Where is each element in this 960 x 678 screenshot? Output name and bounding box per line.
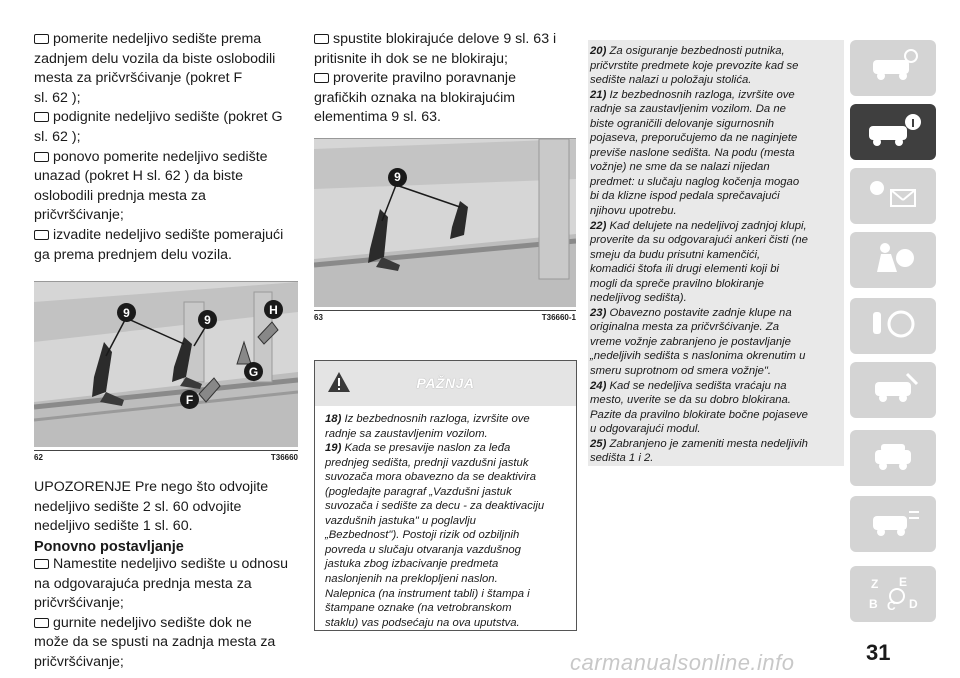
note-line <box>590 88 840 103</box>
callout-G: G <box>244 362 263 381</box>
bullet-line: zadnjem delu vozila da biste oslobodili <box>34 50 276 67</box>
warning-header <box>315 361 576 406</box>
note-line <box>590 160 840 175</box>
note-text: smeru suprotnom od smera vožnje". <box>590 365 772 378</box>
figure-62-caption <box>34 450 298 462</box>
bullet-text: Namestite nedeljivo sedište u odnosu <box>53 555 289 572</box>
checkbox-bullet-icon <box>34 230 49 240</box>
note-line <box>590 248 840 263</box>
bullet-line: pričvršćivanje; <box>34 653 124 670</box>
bullet-line: može da se spusti na zadnja mesta za <box>34 634 276 651</box>
bullet-text: spustite blokirajuće delove 9 sl. 63 i <box>333 31 557 47</box>
note-line <box>325 514 568 529</box>
checkbox-bullet-icon <box>314 73 329 83</box>
note-line <box>325 543 568 558</box>
bullet-line: grafičkih oznaka na blokirajućim <box>314 89 516 106</box>
checkbox-bullet-icon <box>34 34 49 44</box>
bullet-list-reinstall <box>34 555 298 673</box>
sidebar-tab[interactable] <box>850 232 936 288</box>
car-info-icon <box>863 110 923 155</box>
bullet-line: pritisnite ih dok se ne blokiraju; <box>314 50 508 67</box>
checkbox-bullet-icon <box>34 618 49 628</box>
bullet-item <box>314 30 576 69</box>
bullet-list-locking <box>314 30 576 128</box>
note-text: u odgovarajući modul. <box>590 423 701 436</box>
bullet-line: sl. 62 ); <box>34 128 81 145</box>
note-line <box>325 470 568 485</box>
note-line <box>590 262 840 277</box>
note-line <box>325 557 568 572</box>
note-text: (pogledajte paragraf „Vazdušni jastuk <box>325 485 512 498</box>
car-tools-icon <box>863 368 923 413</box>
note-line <box>590 117 840 132</box>
checkbox-bullet-icon <box>34 559 49 569</box>
note-text: nedeljivog sedišta). <box>590 292 687 305</box>
note-text: smeju da budu prisutni kamenčići, <box>590 248 761 261</box>
note-text: pričvrstite predmete koje prevozite kad se <box>590 59 799 72</box>
figure-number: 63 <box>314 312 323 322</box>
note-number: 23) <box>590 306 610 319</box>
checkbox-bullet-icon <box>34 152 49 162</box>
note-line <box>590 146 840 161</box>
column-1 <box>34 30 298 672</box>
bullet-line <box>34 226 298 246</box>
car-front-icon <box>863 436 923 481</box>
note-text: vreme vožnje zabranjeno je postavljanje <box>590 335 791 348</box>
section-heading: Ponovno postavljanje <box>34 538 184 555</box>
checkbox-bullet-icon <box>314 34 329 44</box>
sidebar-tab[interactable] <box>850 430 936 486</box>
figure-code: T36660 <box>270 453 298 463</box>
note-line <box>325 485 568 500</box>
bullet-text: ponovo pomerite nedeljivo sedište <box>53 148 268 165</box>
note-text: bi da klizne ispod pedala sprečavajući <box>590 190 780 203</box>
column-3 <box>590 44 840 466</box>
note-item <box>590 44 840 88</box>
bullet-text: izvadite nedeljivo sedište pomerajući <box>53 226 284 243</box>
note-line <box>325 427 568 442</box>
bullet-item <box>314 69 576 128</box>
note-text: „nedeljivih sedišta s naslonima okrenutim u <box>590 350 806 363</box>
note-line <box>590 320 840 335</box>
note-line <box>590 379 840 394</box>
bullet-text: gurnite nedeljivo sedište dok ne <box>53 614 252 631</box>
checkbox-bullet-icon <box>34 112 49 122</box>
note-number: 18) <box>325 413 345 425</box>
note-item <box>325 412 568 441</box>
note-item <box>590 219 840 306</box>
note-text: „Bezbednost"). Postoji rizik od ozbiljnih <box>325 529 520 542</box>
note-line <box>325 601 568 616</box>
note-line <box>590 451 840 466</box>
bullet-line: na odgovarajuća prednja mesta za <box>34 575 252 592</box>
sidebar-tab[interactable] <box>850 496 936 552</box>
note-line <box>325 456 568 471</box>
bullet-item <box>34 614 298 673</box>
upozorenje-line: UPOZORENJE Pre nego što odvojite <box>34 479 269 496</box>
sidebar-tab[interactable] <box>850 566 936 622</box>
sidebar-tab[interactable] <box>850 168 936 224</box>
upozorenje-line: nedeljivo sedište 1 sl. 60. <box>34 518 193 535</box>
note-item <box>590 437 840 466</box>
note-line <box>590 219 840 234</box>
note-text: staklu) vas podsećaju na ova uputstva. <box>325 616 520 629</box>
bullet-text: proverite pravilno poravnanje <box>333 70 516 87</box>
bullet-line <box>34 555 298 575</box>
bullet-text: podignite nedeljivo sedište (pokret G <box>53 109 283 126</box>
note-text: Kada se presavije naslon za leđa <box>344 442 511 455</box>
svg-text:C: C <box>887 598 896 612</box>
figure-63-caption <box>314 310 576 322</box>
warning-title: PAŽNJA <box>416 375 475 391</box>
sidebar-tab[interactable] <box>850 298 936 354</box>
note-text: prednjeg sedišta, prednji vazdušni jastuk <box>325 456 529 469</box>
note-text: suvozača mora obavezno da se deaktivira <box>325 471 536 484</box>
svg-text:D: D <box>909 596 918 611</box>
note-line <box>590 291 840 306</box>
locking-element-illustration <box>314 139 576 307</box>
car-specs-icon <box>863 502 923 547</box>
note-text: Pazite da pravilno blokirate bočne pojaseve <box>590 408 808 421</box>
bullet-line <box>34 108 298 128</box>
note-text: vazdušnih jastuka" u poglavlju <box>325 514 476 527</box>
bullet-line <box>34 614 298 634</box>
bullet-line: ga prema prednjem delu vozila. <box>34 246 232 263</box>
note-text: štampane oznake (na vetrobranskom <box>325 602 512 615</box>
bullet-item <box>34 148 298 226</box>
note-text: Zabranjeno je zameniti mesta nedeljivih <box>609 437 808 450</box>
note-line <box>590 393 840 408</box>
figure-code: T36660-1 <box>541 312 576 322</box>
note-line <box>590 364 840 379</box>
figure-62 <box>34 281 298 447</box>
note-line <box>325 587 568 602</box>
note-line <box>590 189 840 204</box>
bullet-item <box>34 555 298 614</box>
note-text: Kad se nedeljiva sedišta vraćaju na <box>609 379 787 392</box>
note-text: Obavezno postavite zadnje klupe na <box>609 306 792 319</box>
note-line <box>590 277 840 292</box>
callout-9: 9 <box>388 168 407 187</box>
note-text: Za osiguranje bezbednosti putnika, <box>609 45 785 57</box>
callout-9a: 9 <box>117 303 136 322</box>
sidebar-tab[interactable] <box>850 40 936 96</box>
note-item <box>590 306 840 379</box>
warning-body <box>315 406 576 630</box>
note-text: povreda u slučaju otvaranja vazdušnog <box>325 543 521 556</box>
bullet-line: unazad (pokret H sl. 62 ) da biste <box>34 168 243 185</box>
note-text: vožnje) ne sme da se nalazi nijedan <box>590 161 770 174</box>
bullet-line: mesta za pričvršćivanje (pokret F <box>34 70 243 87</box>
note-line <box>590 175 840 190</box>
bullet-list-removal <box>34 30 298 265</box>
callout-9b: 9 <box>198 310 217 329</box>
note-item <box>590 379 840 437</box>
note-text: komadići štofa ili drugi elementi koji bi <box>590 263 779 276</box>
note-text: Nalepnica (na instrument tabli) i štampa i <box>325 587 530 600</box>
bullet-item <box>34 30 298 108</box>
note-line <box>590 306 840 321</box>
index-letters-icon <box>863 572 923 617</box>
note-text: sedišta 1 i 2. <box>590 452 654 465</box>
note-line <box>590 204 840 219</box>
note-line <box>325 572 568 587</box>
note-text: Iz bezbednosnih razloga, izvršite ove <box>609 88 795 101</box>
note-text: njihovu upotrebu. <box>590 205 677 218</box>
bullet-line <box>34 30 298 50</box>
note-number: 21) <box>590 88 610 101</box>
upozorenje-note <box>34 478 298 537</box>
bullet-line: sl. 62 ); <box>34 89 81 106</box>
sidebar-tab[interactable] <box>850 104 936 160</box>
note-line <box>325 616 568 631</box>
note-text: predmet: u slučaju naglog kočenja mogao <box>590 175 800 188</box>
svg-text:B: B <box>869 596 878 611</box>
bullet-line: oslobodili prednja mesta za <box>34 187 206 204</box>
note-line <box>325 441 568 456</box>
callout-F: F <box>180 390 199 409</box>
svg-text:E: E <box>899 574 908 589</box>
note-number: 24) <box>590 379 610 392</box>
note-line <box>590 102 840 117</box>
note-line <box>590 408 840 423</box>
figure-number: 62 <box>34 453 43 463</box>
callout-H: H <box>264 300 283 319</box>
note-number: 19) <box>325 442 345 455</box>
note-text: originalna mesta za pričvršćivanje. Za <box>590 321 779 334</box>
note-item <box>325 441 568 630</box>
chapter-sidebar <box>850 36 936 636</box>
note-text: naslonjenih na preklopljeni naslon. <box>325 573 498 586</box>
airbag-person-icon <box>863 238 923 283</box>
bullet-line: pričvršćivanje; <box>34 595 124 612</box>
note-number: 25) <box>590 437 610 450</box>
note-text: previše naslone sedišta. Na podu (mesta <box>590 146 795 159</box>
figure-63 <box>314 138 576 307</box>
note-text: mesto, uverite se da su dobro blokirana. <box>590 394 791 407</box>
note-text: radnje sa zaustavljenim vozilom. Da ne <box>590 103 786 116</box>
note-text: sedište nalazi u položaju stolića. <box>590 74 752 87</box>
svg-text:Z: Z <box>871 576 879 591</box>
note-item <box>590 88 840 219</box>
note-number: 22) <box>590 219 610 232</box>
note-text: biste ograničili delovanje sigurnosnih <box>590 117 774 130</box>
sidebar-tab[interactable] <box>850 362 936 418</box>
note-line <box>325 528 568 543</box>
note-line <box>325 499 568 514</box>
note-number: 20) <box>590 45 610 57</box>
key-steering-icon <box>863 304 923 349</box>
note-line <box>590 44 840 59</box>
note-text: mogli da spreče pravilno blokiranje <box>590 277 764 290</box>
note-line <box>590 422 840 437</box>
note-text: proverite da su odgovarajući ankeri čisti (ne <box>590 234 808 247</box>
note-line <box>590 73 840 88</box>
column-2 <box>314 30 576 322</box>
bullet-line <box>314 30 576 50</box>
bullet-line <box>314 69 576 89</box>
note-text: pojaseva, preporučujemo da ne naginjete <box>590 132 798 145</box>
page-number: 31 <box>866 640 891 665</box>
bullet-line: pričvršćivanje; <box>34 207 124 224</box>
bullet-line: elementima 9 sl. 63. <box>314 109 441 126</box>
car-search-icon <box>863 46 923 91</box>
note-text: Kad delujete na nedeljivoj zadnjoj klupi, <box>609 219 807 232</box>
note-line <box>590 233 840 248</box>
note-line <box>590 131 840 146</box>
note-line <box>590 437 840 452</box>
bullet-item <box>34 226 298 265</box>
note-text: suvozača i sedište za decu - za deaktivaciju <box>325 500 545 513</box>
note-text: jastuka zbog izbacivanje predmeta <box>325 558 499 571</box>
upozorenje-line: nedeljivo sedište 2 sl. 60 odvojite <box>34 498 242 515</box>
note-line <box>325 412 568 427</box>
note-line <box>590 349 840 364</box>
note-line <box>590 335 840 350</box>
bullet-item <box>34 108 298 147</box>
watermark: carmanualsonline.info <box>570 650 795 675</box>
note-line <box>590 59 840 74</box>
warning-box <box>314 360 577 631</box>
note-text: radnje sa zaustavljenim vozilom. <box>325 427 488 440</box>
bullet-text: pomerite nedeljivo sedište prema <box>53 31 262 47</box>
bullet-line <box>34 148 298 168</box>
warning-lights-icon <box>863 174 923 219</box>
note-text: Iz bezbednosnih razloga, izvršite ove <box>344 413 530 425</box>
